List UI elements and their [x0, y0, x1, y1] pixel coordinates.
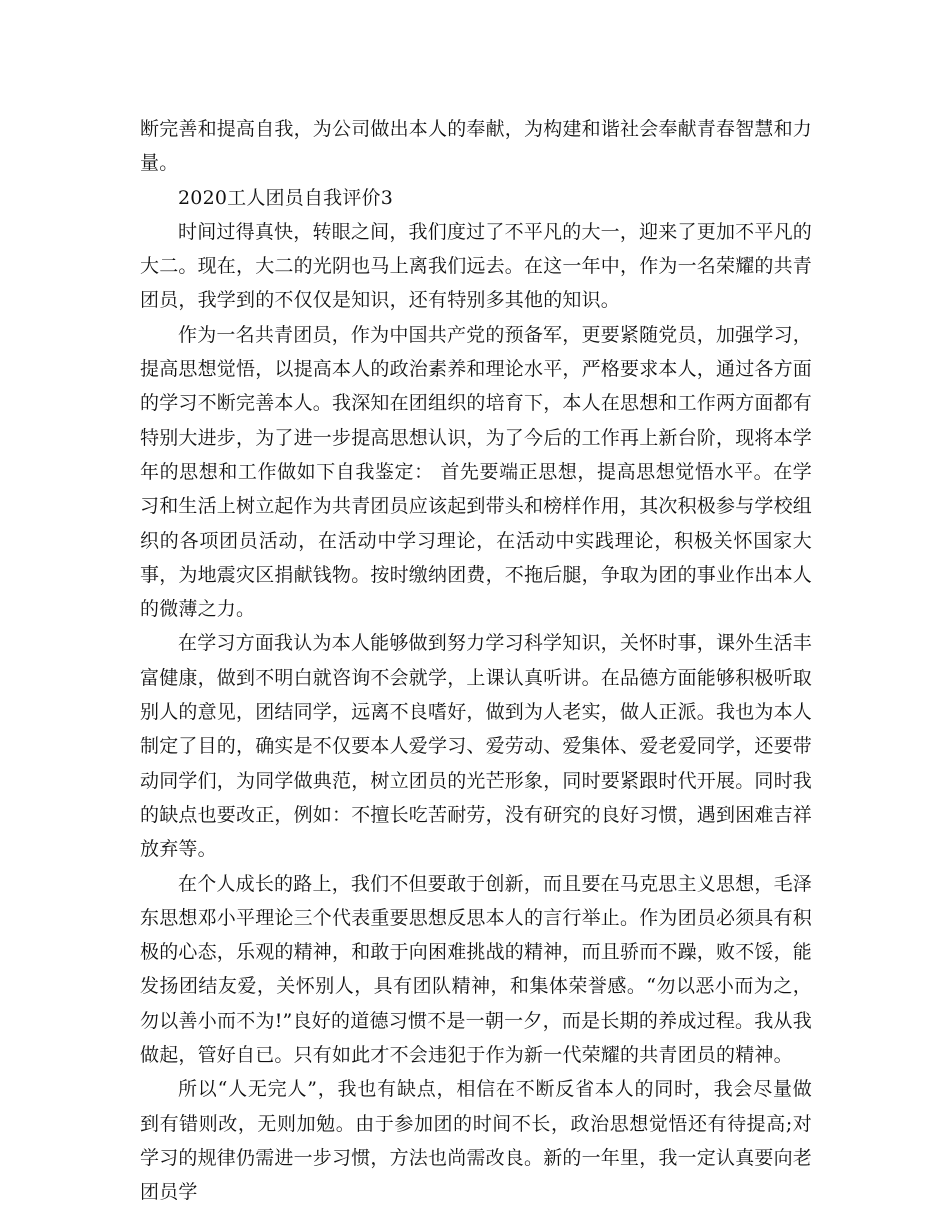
document-body — [140, 112, 812, 1210]
paragraph: 时间过得真快，转眼之间，我们度过了不平凡的大一，迎来了更加不平凡的大二。现在，大二的光阴也马上离我们远去。在这一年中，作为一名荣耀的共青团员，我学到的不仅仅是知识，还有特别多其他的知识。 — [140, 220, 813, 312]
section-heading: 2020工人团员自我评价3 — [178, 186, 394, 209]
paragraph: 所以“人无完人”，我也有缺点，相信在不断反省本人的同时，我会尽量做到有错则改，无则加勉。由于参加团的时间不长，政治思想觉悟还有待提高;对学习的规律仍需进一步习惯，方法也尚需改良。新的一年里，我一定认真要向老团员学 — [140, 1078, 813, 1204]
paragraph: 在学习方面我认为本人能够做到努力学习科学知识，关怀时事，课外生活丰富健康，做到不明白就咨询不会就学，上课认真听讲。在品德方面能够积极听取别人的意见，团结同学，远离不良嗜好，做到为人老实，做人正派。我也为本人制定了目的，确实是不仅要本人爱学习、爱劳动、爱集体、爱老爱同学，还要带动同学们，为同学做典范，树立团员的光芒形象，同时要紧跟时代开展。同时我的缺点也要改正，例如：不擅长吃苦耐劳，没有研究的良好习惯，遇到困难吉祥放弃等。 — [140, 632, 813, 861]
paragraph: 在个人成长的路上，我们不但要敢于创新，而且要在马克思主义思想，毛泽东思想邓小平理论三个代表重要思想反思本人的言行举止。作为团员必须具有积极的心态，乐观的精神，和敢于向困难挑战的精神，而且骄而不躁，败不馁，能发扬团结友爱，关怀别人，具有团队精神，和集体荣誉感。“勿以恶小而为之，勿以善小而不为!”良好的道德习惯不是一朝一夕，而是长期的养成过程。我从我做起，管好自已。只有如此才不会违犯于作为新一代荣耀的共青团员的精神。 — [140, 872, 813, 1067]
paragraph-continuation: 断完善和提高自我，为公司做出本人的奉献，为构建和谐社会奉献青春智慧和力量。 — [140, 118, 813, 175]
paragraph: 作为一名共青团员，作为中国共产党的预备军，更要紧随党员，加强学习，提高思想觉悟，以提高本人的政治素养和理论水平，严格要求本人，通过各方面的学习不断完善本人。我深知在团组织的培育下，本人在思想和工作两方面都有特别大进步，为了进一步提高思想认识，为了今后的工作再上新台阶，现将本学年的思想和工作做如下自我鉴定： 首先要端正思想，提高思想觉悟水平。在学习和生活上树立起作为共青团员应该起到带头和榜样作用，其次积极参与学校组织的各项团员活动，在活动中学习理论，在活动中实践理论，积极关怀国家大事，为地震灾区捐献钱物。按时缴纳团费，不拖后腿，争取为团的事业作出本人的微薄之力。 — [140, 323, 813, 621]
